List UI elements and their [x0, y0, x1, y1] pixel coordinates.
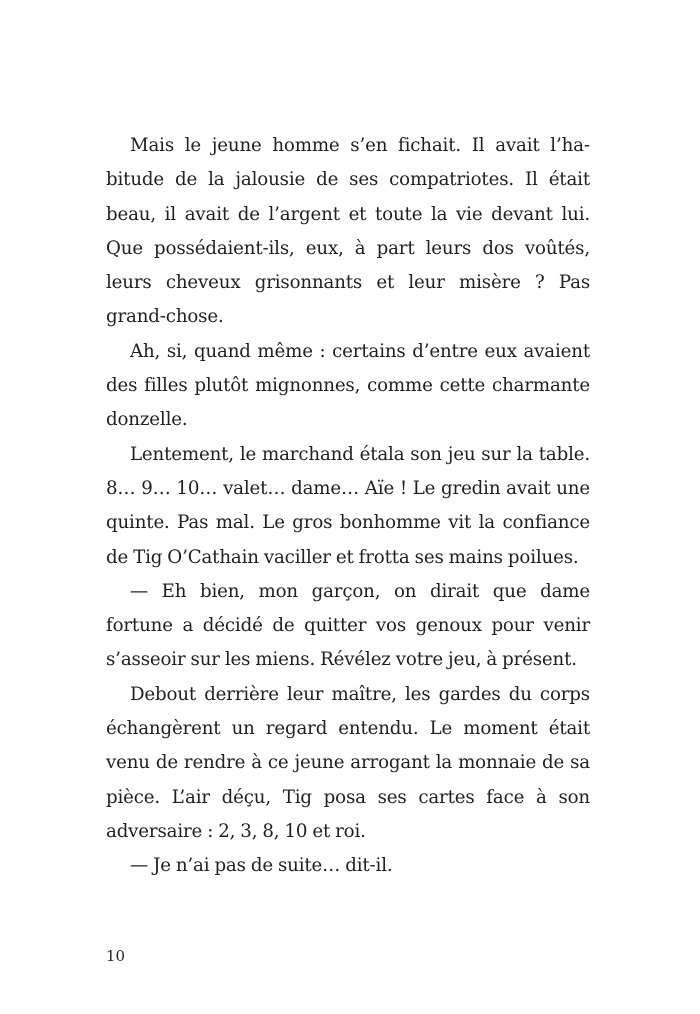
- paragraph-5: Debout derrière leur maître, les gardes du corps échangèrent un regard entendu. Le moment était venu de rendre à ce jeune arrogant la monnaie de sa pièce. L’air déçu, Tig posa ses cartes face à son adversaire : 2, 3, 8, 10 et roi.: [106, 683, 590, 842]
- paragraph-6: — Je n’ai pas de suite… dit-il.: [130, 855, 393, 877]
- paragraph-3: Lentement, le marchand étala son jeu sur la table. 8… 9… 10… valet… dame… Aïe ! Le gredin avait une quinte. Pas mal. Le gros bonhomme vit la confiance de Tig O’Cathain vaciller et frotta ses mains poilues.: [106, 443, 590, 568]
- paragraph-1: Mais le jeune homme s’en fichait. Il avait l’habitude de la jalousie de ses compatriotes. Il était beau, il avait de l’argent et toute la vie devant lui. Que possédaient-ils, eux, à part leurs dos voûtés, leurs cheveux grisonnants et leur misère ? Pas grand-chose.: [106, 135, 590, 328]
- page-body: [106, 129, 590, 884]
- paragraph-4: — Eh bien, mon garçon, on dirait que dame fortune a décidé de quitter vos genoux pour venir s’asseoir sur les miens. Révélez votre jeu, à présent.: [106, 580, 590, 671]
- page-number: 10: [106, 947, 126, 965]
- paragraph-2: Ah, si, quand même : certains d’entre eux avaient des filles plutôt mignonnes, comme cette charmante donzelle.: [106, 340, 590, 431]
